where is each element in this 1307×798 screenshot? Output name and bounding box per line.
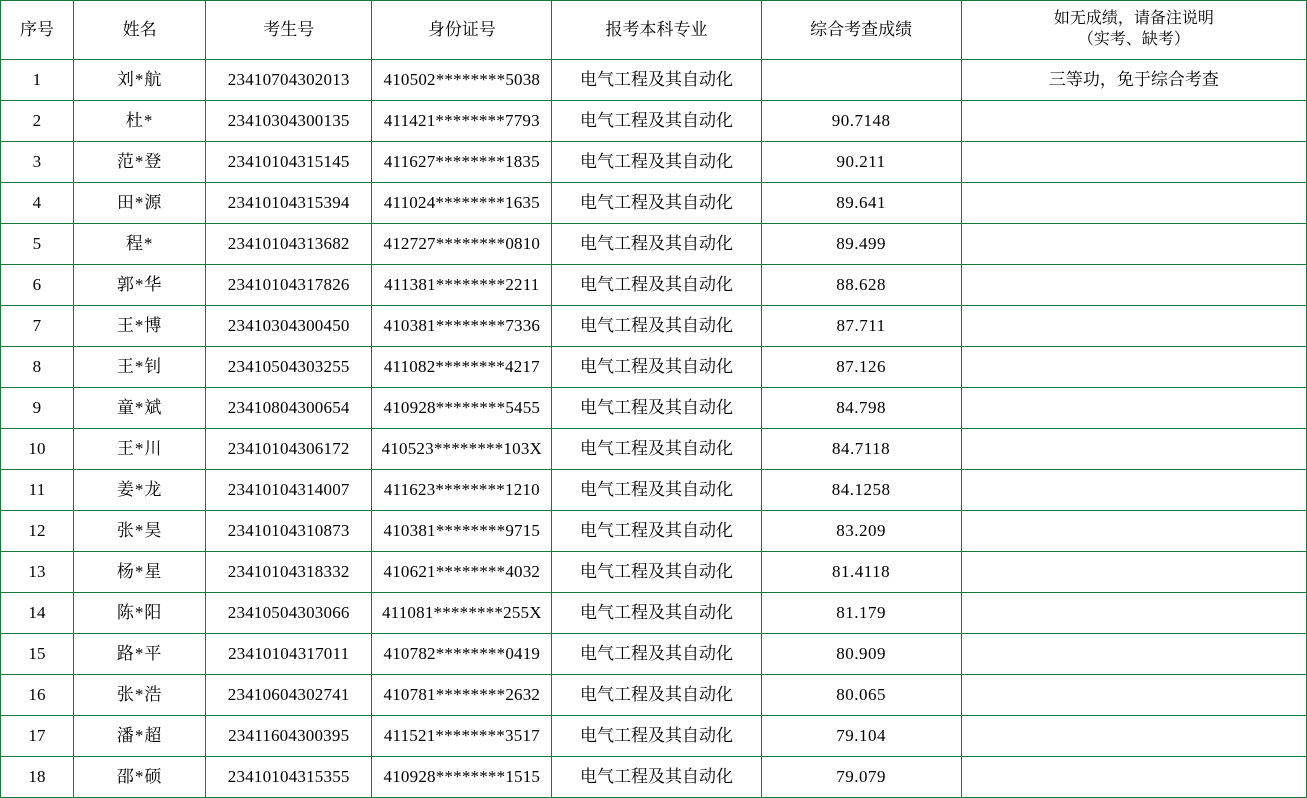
cell-name: 张*昊 <box>74 511 206 552</box>
cell-index: 9 <box>1 388 74 429</box>
cell-note <box>961 388 1306 429</box>
cell-score: 84.7118 <box>761 429 961 470</box>
cell-index: 10 <box>1 429 74 470</box>
cell-index: 11 <box>1 470 74 511</box>
cell-score: 79.104 <box>761 716 961 757</box>
cell-id-number: 410381********9715 <box>372 511 552 552</box>
cell-note <box>961 552 1306 593</box>
cell-major: 电气工程及其自动化 <box>552 306 761 347</box>
cell-score: 89.499 <box>761 224 961 265</box>
cell-id-number: 410621********4032 <box>372 552 552 593</box>
table-row <box>1 347 1307 388</box>
table-row <box>1 306 1307 347</box>
cell-major: 电气工程及其自动化 <box>552 429 761 470</box>
cell-name: 王*川 <box>74 429 206 470</box>
cell-major: 电气工程及其自动化 <box>552 470 761 511</box>
cell-score: 87.126 <box>761 347 961 388</box>
cell-exam-number: 23410304300135 <box>206 101 372 142</box>
cell-exam-number: 23410804300654 <box>206 388 372 429</box>
table-row <box>1 224 1307 265</box>
cell-exam-number: 23410104313682 <box>206 224 372 265</box>
cell-note <box>961 716 1306 757</box>
cell-note <box>961 224 1306 265</box>
cell-index: 17 <box>1 716 74 757</box>
table-header <box>1 1 1307 60</box>
cell-index: 14 <box>1 593 74 634</box>
cell-exam-number: 23410104315394 <box>206 183 372 224</box>
cell-score: 79.079 <box>761 757 961 798</box>
cell-id-number: 411623********1210 <box>372 470 552 511</box>
table-row <box>1 470 1307 511</box>
cell-id-number: 411381********2211 <box>372 265 552 306</box>
cell-score: 83.209 <box>761 511 961 552</box>
cell-major: 电气工程及其自动化 <box>552 101 761 142</box>
cell-major: 电气工程及其自动化 <box>552 593 761 634</box>
cell-major: 电气工程及其自动化 <box>552 716 761 757</box>
cell-index: 1 <box>1 60 74 101</box>
cell-exam-number: 23410104310873 <box>206 511 372 552</box>
cell-note <box>961 470 1306 511</box>
cell-name: 郭*华 <box>74 265 206 306</box>
cell-exam-number: 23410104315355 <box>206 757 372 798</box>
cell-id-number: 410781********2632 <box>372 675 552 716</box>
cell-note <box>961 511 1306 552</box>
cell-exam-number: 23410104317011 <box>206 634 372 675</box>
table-row <box>1 388 1307 429</box>
cell-name: 路*平 <box>74 634 206 675</box>
cell-name: 田*源 <box>74 183 206 224</box>
cell-id-number: 411081********255X <box>372 593 552 634</box>
header-note-line1: 如无成绩，请备注说明 <box>1053 10 1214 28</box>
cell-id-number: 410782********0419 <box>372 634 552 675</box>
cell-id-number: 411421********7793 <box>372 101 552 142</box>
cell-index: 18 <box>1 757 74 798</box>
cell-major: 电气工程及其自动化 <box>552 757 761 798</box>
cell-name: 程* <box>74 224 206 265</box>
cell-name: 张*浩 <box>74 675 206 716</box>
cell-note <box>961 142 1306 183</box>
table-row <box>1 183 1307 224</box>
cell-id-number: 410502********5038 <box>372 60 552 101</box>
cell-note <box>961 757 1306 798</box>
cell-index: 2 <box>1 101 74 142</box>
cell-id-number: 411627********1835 <box>372 142 552 183</box>
cell-exam-number: 23410104306172 <box>206 429 372 470</box>
cell-index: 3 <box>1 142 74 183</box>
cell-score: 84.798 <box>761 388 961 429</box>
table-row <box>1 757 1307 798</box>
cell-note <box>961 265 1306 306</box>
cell-note: 三等功，免于综合考查 <box>961 60 1306 101</box>
table-row <box>1 593 1307 634</box>
table-row <box>1 552 1307 593</box>
header-index: 序号 <box>1 1 74 60</box>
cell-major: 电气工程及其自动化 <box>552 224 761 265</box>
cell-major: 电气工程及其自动化 <box>552 552 761 593</box>
cell-id-number: 411082********4217 <box>372 347 552 388</box>
cell-exam-number: 23410504303255 <box>206 347 372 388</box>
table-row <box>1 101 1307 142</box>
cell-score: 90.7148 <box>761 101 961 142</box>
cell-id-number: 411024********1635 <box>372 183 552 224</box>
cell-name: 范*登 <box>74 142 206 183</box>
header-score: 综合考查成绩 <box>761 1 961 60</box>
cell-major: 电气工程及其自动化 <box>552 634 761 675</box>
cell-note <box>961 634 1306 675</box>
cell-index: 12 <box>1 511 74 552</box>
cell-exam-number: 23410704302013 <box>206 60 372 101</box>
cell-name: 邵*硕 <box>74 757 206 798</box>
table-row <box>1 142 1307 183</box>
cell-major: 电气工程及其自动化 <box>552 265 761 306</box>
table-row <box>1 675 1307 716</box>
cell-exam-number: 23410604302741 <box>206 675 372 716</box>
cell-note <box>961 347 1306 388</box>
cell-index: 6 <box>1 265 74 306</box>
cell-name: 杨*星 <box>74 552 206 593</box>
cell-score: 88.628 <box>761 265 961 306</box>
header-name: 姓名 <box>74 1 206 60</box>
cell-exam-number: 23410104318332 <box>206 552 372 593</box>
cell-name: 潘*超 <box>74 716 206 757</box>
cell-major: 电气工程及其自动化 <box>552 142 761 183</box>
cell-name: 刘*航 <box>74 60 206 101</box>
cell-score <box>761 60 961 101</box>
table-row <box>1 511 1307 552</box>
cell-major: 电气工程及其自动化 <box>552 60 761 101</box>
cell-name: 童*斌 <box>74 388 206 429</box>
cell-exam-number: 23410504303066 <box>206 593 372 634</box>
table-body <box>1 60 1307 798</box>
cell-score: 84.1258 <box>761 470 961 511</box>
cell-name: 王*博 <box>74 306 206 347</box>
cell-id-number: 410381********7336 <box>372 306 552 347</box>
table-row <box>1 634 1307 675</box>
cell-index: 15 <box>1 634 74 675</box>
cell-exam-number: 23411604300395 <box>206 716 372 757</box>
cell-note <box>961 101 1306 142</box>
cell-index: 5 <box>1 224 74 265</box>
cell-score: 81.4118 <box>761 552 961 593</box>
cell-exam-number: 23410104314007 <box>206 470 372 511</box>
cell-major: 电气工程及其自动化 <box>552 183 761 224</box>
table-row <box>1 265 1307 306</box>
header-note-line2: （实考、缺考） <box>1077 31 1190 48</box>
cell-score: 87.711 <box>761 306 961 347</box>
cell-id-number: 411521********3517 <box>372 716 552 757</box>
header-major: 报考本科专业 <box>552 1 761 60</box>
cell-note <box>961 675 1306 716</box>
cell-note <box>961 183 1306 224</box>
cell-name: 杜* <box>74 101 206 142</box>
cell-note <box>961 429 1306 470</box>
cell-name: 陈*阳 <box>74 593 206 634</box>
cell-exam-number: 23410104315145 <box>206 142 372 183</box>
cell-score: 80.065 <box>761 675 961 716</box>
cell-major: 电气工程及其自动化 <box>552 675 761 716</box>
cell-index: 7 <box>1 306 74 347</box>
table-row <box>1 716 1307 757</box>
cell-id-number: 412727********0810 <box>372 224 552 265</box>
cell-exam-number: 23410104317826 <box>206 265 372 306</box>
cell-id-number: 410523********103X <box>372 429 552 470</box>
header-note <box>961 1 1306 60</box>
cell-score: 89.641 <box>761 183 961 224</box>
cell-note <box>961 306 1306 347</box>
table-row <box>1 60 1307 101</box>
cell-exam-number: 23410304300450 <box>206 306 372 347</box>
header-row <box>1 1 1307 60</box>
cell-major: 电气工程及其自动化 <box>552 347 761 388</box>
cell-id-number: 410928********5455 <box>372 388 552 429</box>
cell-note <box>961 593 1306 634</box>
header-id-number: 身份证号 <box>372 1 552 60</box>
cell-index: 13 <box>1 552 74 593</box>
cell-major: 电气工程及其自动化 <box>552 388 761 429</box>
cell-major: 电气工程及其自动化 <box>552 511 761 552</box>
cell-index: 16 <box>1 675 74 716</box>
cell-index: 8 <box>1 347 74 388</box>
cell-name: 王*钊 <box>74 347 206 388</box>
cell-score: 90.211 <box>761 142 961 183</box>
cell-index: 4 <box>1 183 74 224</box>
cell-name: 姜*龙 <box>74 470 206 511</box>
cell-score: 80.909 <box>761 634 961 675</box>
header-exam-number: 考生号 <box>206 1 372 60</box>
cell-score: 81.179 <box>761 593 961 634</box>
table-row <box>1 429 1307 470</box>
cell-id-number: 410928********1515 <box>372 757 552 798</box>
